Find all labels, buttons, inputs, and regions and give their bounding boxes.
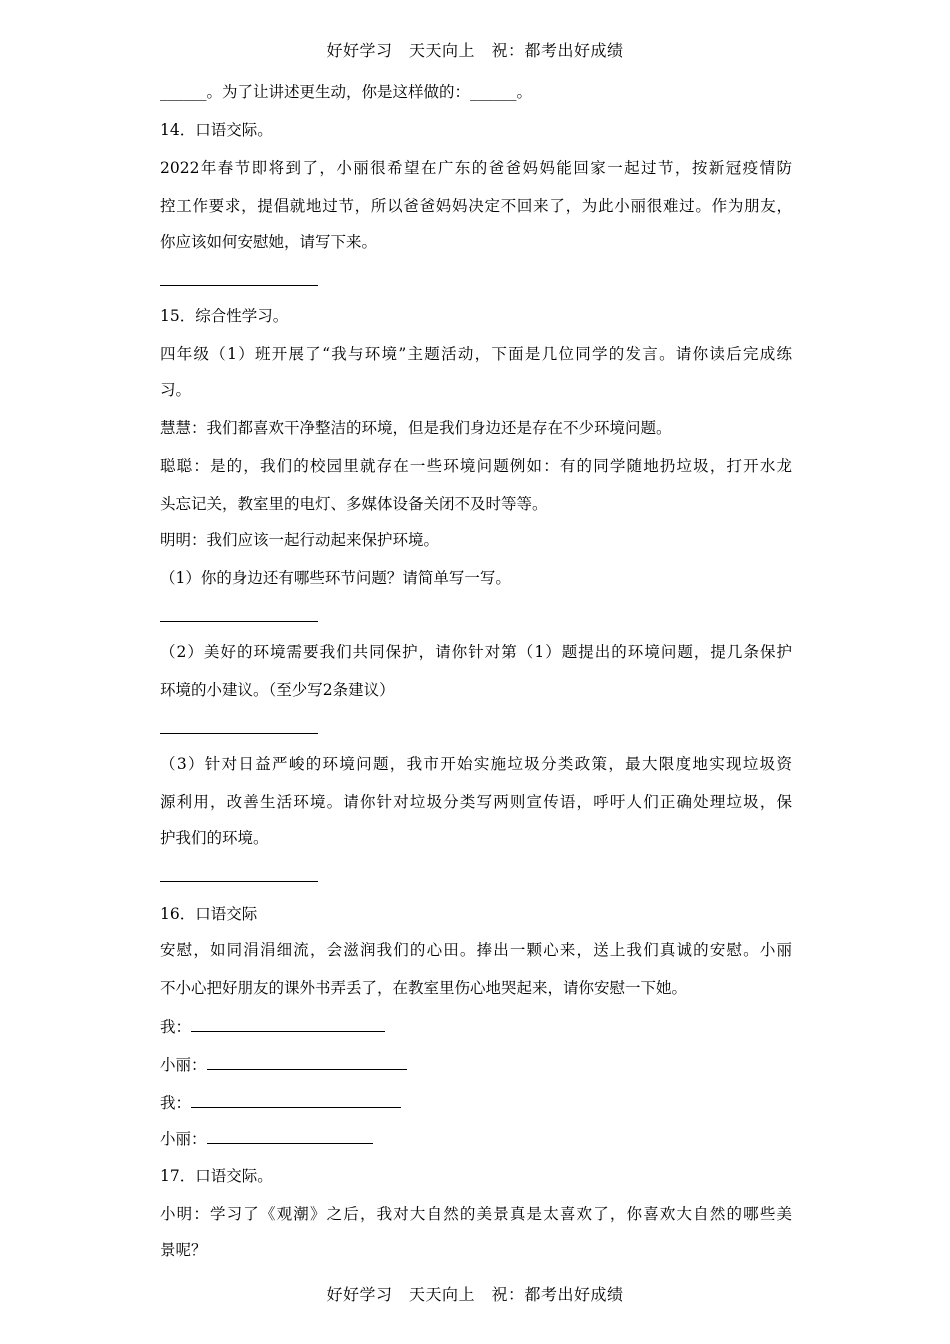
answer-blank[interactable]: ______ <box>160 83 207 101</box>
q14-line: 你应该如何安慰她，请写下来。 <box>160 233 378 251</box>
q16-line: 安慰，如同涓涓细流，会滋润我们的心田。捧出一颗心来，送上我们真诚的安慰。小丽 <box>160 941 792 959</box>
q14-answer-line[interactable] <box>160 285 318 286</box>
q15-title: 15．综合性学习。 <box>160 307 289 325</box>
q13-tail <box>160 82 792 102</box>
speaker-label: 小丽： <box>160 1130 207 1148</box>
answer-blank[interactable]: ______ <box>470 83 517 101</box>
q14-title: 14．口语交际。 <box>160 121 273 139</box>
q16-dialog-row <box>160 1092 792 1113</box>
q14-line: 控工作要求，提倡就地过节，所以爸爸妈妈决定不回来了，为此小丽很难过。作为朋友， <box>160 197 792 215</box>
q15-sub3-line: 护我们的环境。 <box>160 829 269 847</box>
q16-dialog-row <box>160 1054 792 1075</box>
q17-line: 景呢？ <box>160 1241 207 1259</box>
q15-sub1: （1）你的身边还有哪些环节问题？请简单写一写。 <box>160 569 511 587</box>
q13-end: 。 <box>516 83 533 101</box>
q15-sub3: （3）针对日益严峻的环境问题，我市开始实施垃圾分类政策，最大限度地实现垃圾资 <box>160 755 792 773</box>
q15-line: 头忘记关，教室里的电灯、多媒体设备关闭不及时等等。 <box>160 495 548 513</box>
q16-line: 不小心把好朋友的课外书弄丢了，在教室里伤心地哭起来，请你安慰一下她。 <box>160 979 688 997</box>
q15-line: 习。 <box>160 381 192 399</box>
q15-line: 聪聪：是的，我们的校园里就存在一些环境问题例如：有的同学随地扔垃圾，打开水龙 <box>160 457 792 475</box>
q15-line: 四年级（1）班开展了“我与环境”主题活动，下面是几位同学的发言。请你读后完成练 <box>160 345 792 363</box>
speaker-label: 我： <box>160 1094 192 1112</box>
dialog-answer-line[interactable] <box>191 1092 401 1108</box>
q15-sub3-answer-line[interactable] <box>160 881 318 882</box>
dialog-answer-line[interactable] <box>191 1016 385 1032</box>
q15-sub2-line: 环境的小建议。（至少写2条建议） <box>160 681 395 699</box>
page-header: 好好学习 天天向上 祝：都考出好成绩 <box>326 41 624 60</box>
q15-sub3-line: 源利用，改善生活环境。请你针对垃圾分类写两则宣传语，呼吁人们正确处理垃圾，保 <box>160 793 792 811</box>
q15-sub1-answer-line[interactable] <box>160 621 318 622</box>
q16-dialog-row <box>160 1128 792 1149</box>
q15-line: 明明：我们应该一起行动起来保护环境。 <box>160 531 440 549</box>
speaker-label: 小丽： <box>160 1056 207 1074</box>
dialog-answer-line[interactable] <box>207 1128 373 1144</box>
q15-line: 慧慧：我们都喜欢干净整洁的环境，但是我们身边还是存在不少环境问题。 <box>160 419 672 437</box>
q15-sub2: （2）美好的环境需要我们共同保护，请你针对第（1）题提出的环境问题，提几条保护 <box>160 643 792 661</box>
q16-dialog-row <box>160 1016 792 1037</box>
q13-text: 。为了让讲述更生动，你是这样做的： <box>206 83 471 101</box>
q17-line: 小明：学习了《观潮》之后，我对大自然的美景真是太喜欢了，你喜欢大自然的哪些美 <box>160 1205 792 1223</box>
speaker-label: 我： <box>160 1018 192 1036</box>
q16-title: 16．口语交际 <box>160 905 258 923</box>
q15-sub2-answer-line[interactable] <box>160 733 318 734</box>
dialog-answer-line[interactable] <box>207 1054 407 1070</box>
q17-title: 17．口语交际。 <box>160 1167 273 1185</box>
page-footer: 好好学习 天天向上 祝：都考出好成绩 <box>326 1285 624 1304</box>
q14-line: 2022年春节即将到了，小丽很希望在广东的爸爸妈妈能回家一起过节，按新冠疫情防 <box>160 159 792 177</box>
